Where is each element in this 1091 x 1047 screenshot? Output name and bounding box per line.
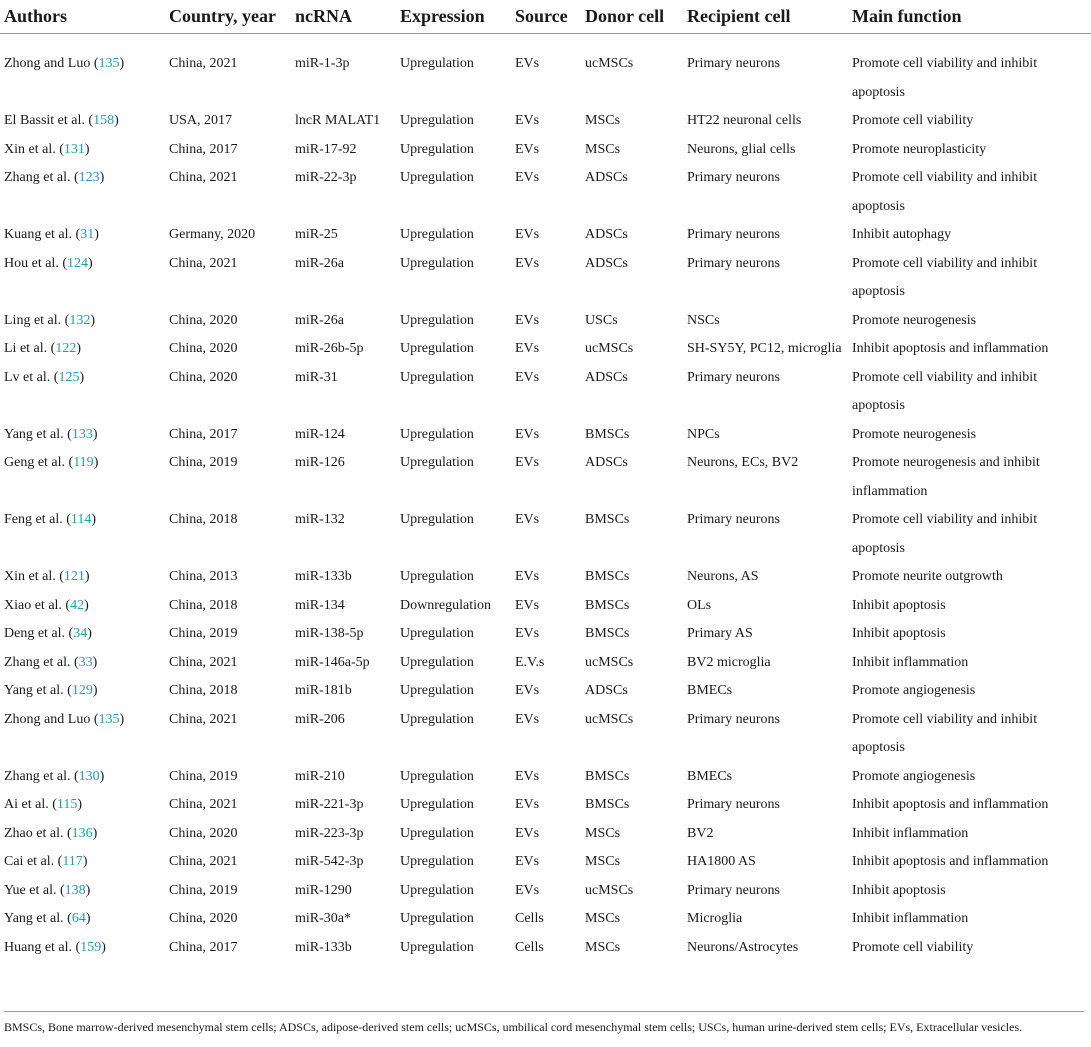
table-row <box>0 848 1091 877</box>
cell-recipient-cell: OLs <box>687 597 712 613</box>
cell-donor-cell: MSCs <box>585 141 621 157</box>
cell-donor-cell: BMSCs <box>585 597 630 613</box>
cell-source: Cells <box>515 939 544 955</box>
table-row <box>0 136 1091 165</box>
cell-ncrna: miR-223-3p <box>295 825 364 841</box>
header-source: Source <box>511 0 581 34</box>
cell-country-year: China, 2013 <box>169 569 238 584</box>
reference-link[interactable]: 122 <box>55 341 77 356</box>
cell-expression: Upregulation <box>400 170 474 185</box>
author-name: Xiao et al. <box>4 597 62 613</box>
cell-authors: Lv et al. (125) <box>4 369 85 385</box>
cell-source: EVs <box>515 255 540 271</box>
cell-main-function: Inhibit apoptosis and inflammation <box>852 854 1049 869</box>
cell-main-function: Promote neurogenesis <box>852 312 977 328</box>
table-row <box>0 905 1091 934</box>
cell-country-year: China, 2019 <box>169 768 238 784</box>
cell-main-function: Inhibit apoptosis <box>852 626 946 641</box>
cell-authors: Zhao et al. (136) <box>4 825 98 841</box>
cell-country-year: China, 2018 <box>169 683 238 698</box>
cell-recipient-cell: SH-SY5Y, PC12, microglia <box>687 341 842 356</box>
cell-expression: Upregulation <box>400 882 474 898</box>
cell-authors: Cai et al. (117) <box>4 854 88 869</box>
reference-link[interactable]: 133 <box>71 426 93 442</box>
cell-donor-cell: ucMSCs <box>585 654 634 670</box>
cell-recipient-cell: Primary AS <box>687 626 753 641</box>
cell-source: EVs <box>515 569 540 584</box>
author-name: Zhang et al. <box>4 768 71 784</box>
table-row <box>0 164 1091 221</box>
cell-source: EVs <box>515 455 540 470</box>
author-name: Lv et al. <box>4 369 51 385</box>
cell-country-year: China, 2020 <box>169 825 238 841</box>
cell-country-year: China, 2021 <box>169 797 238 812</box>
author-name: Zhong and Luo <box>4 711 91 727</box>
cell-source: EVs <box>515 626 540 641</box>
table-row <box>0 877 1091 906</box>
cell-country-year: China, 2017 <box>169 939 238 955</box>
cell-source: EVs <box>515 768 540 784</box>
cell-source: EVs <box>515 597 540 613</box>
cell-ncrna: miR-138-5p <box>295 626 364 641</box>
cell-ncrna: miR-25 <box>295 227 338 242</box>
cell-ncrna: miR-1290 <box>295 882 352 898</box>
cell-source: EVs <box>515 56 540 71</box>
cell-expression: Upregulation <box>400 939 474 955</box>
cell-main-function: Promote cell viability and inhibit apoptosis <box>852 512 1038 556</box>
author-name: Cai et al. <box>4 854 55 869</box>
cell-donor-cell: MSCs <box>585 113 621 128</box>
cell-source: E.V.s <box>515 654 545 670</box>
reference-link[interactable]: 42 <box>70 597 85 613</box>
cell-ncrna: miR-26b-5p <box>295 341 364 356</box>
cell-country-year: China, 2018 <box>169 597 238 613</box>
cell-country-year: China, 2021 <box>169 56 238 71</box>
cell-recipient-cell: Primary neurons <box>687 797 780 812</box>
author-name: Ai et al. <box>4 797 49 812</box>
cell-country-year: USA, 2017 <box>169 113 233 128</box>
cell-authors: Li et al. (122) <box>4 341 81 356</box>
cell-ncrna: miR-31 <box>295 369 338 385</box>
cell-authors: Yang et al. (129) <box>4 683 98 698</box>
cell-ncrna: lncR MALAT1 <box>295 113 381 128</box>
cell-country-year: China, 2021 <box>169 711 238 727</box>
header-donor-cell: Donor cell <box>581 0 683 34</box>
author-name: Feng et al. <box>4 512 63 527</box>
cell-authors: Hou et al. (124) <box>4 255 93 271</box>
cell-recipient-cell: Microglia <box>687 911 743 926</box>
cell-main-function: Promote cell viability and inhibit apoptosis <box>852 170 1038 214</box>
header-expression: Expression <box>396 0 511 34</box>
reference-link[interactable]: 159 <box>80 939 102 955</box>
cell-main-function: Promote neurogenesis <box>852 426 977 442</box>
cell-authors: Ai et al. (115) <box>4 797 83 812</box>
cell-recipient-cell: BMECs <box>687 768 733 784</box>
author-name: Deng et al. <box>4 626 66 641</box>
cell-expression: Upregulation <box>400 113 474 128</box>
cell-donor-cell: ucMSCs <box>585 882 634 898</box>
reference-link[interactable]: 124 <box>67 255 88 271</box>
cell-ncrna: miR-134 <box>295 597 345 613</box>
author-name: Geng et al. <box>4 455 66 470</box>
cell-country-year: China, 2018 <box>169 512 238 527</box>
author-name: Yue et al. <box>4 882 57 898</box>
cell-country-year: China, 2017 <box>169 141 238 157</box>
cell-source: EVs <box>515 882 540 898</box>
cell-expression: Upregulation <box>400 911 474 926</box>
cell-source: EVs <box>515 825 540 841</box>
author-name: Xin et al. <box>4 141 56 157</box>
cell-source: EVs <box>515 369 540 385</box>
reference-link[interactable]: 130 <box>78 768 100 784</box>
cell-source: EVs <box>515 341 540 356</box>
cell-main-function: Promote angiogenesis <box>852 683 976 698</box>
cell-recipient-cell: NSCs <box>687 312 720 328</box>
author-name: Hou et al. <box>4 255 59 271</box>
cell-authors: Xin et al. (121) <box>4 569 90 584</box>
cell-ncrna: miR-210 <box>295 768 345 784</box>
cell-main-function: Promote cell viability and inhibit apoptosis <box>852 369 1038 413</box>
cell-recipient-cell: Primary neurons <box>687 170 780 185</box>
cell-donor-cell: MSCs <box>585 825 621 841</box>
reference-link[interactable]: 132 <box>69 312 91 328</box>
cell-source: EVs <box>515 683 540 698</box>
cell-donor-cell: ADSCs <box>585 255 628 271</box>
cell-ncrna: miR-146a-5p <box>295 654 370 670</box>
table-row <box>0 107 1091 136</box>
cell-donor-cell: ucMSCs <box>585 341 634 356</box>
cell-ncrna: miR-17-92 <box>295 141 357 157</box>
table-row <box>0 506 1091 563</box>
cell-main-function: Promote cell viability and inhibit apoptosis <box>852 255 1038 299</box>
reference-link[interactable]: 119 <box>73 455 94 470</box>
table-row <box>0 221 1091 250</box>
cell-country-year: Germany, 2020 <box>169 227 256 242</box>
cell-ncrna: miR-133b <box>295 569 352 584</box>
reference-link[interactable]: 138 <box>64 882 86 898</box>
author-name: Huang et al. <box>4 939 73 955</box>
cell-main-function: Promote cell viability <box>852 113 974 128</box>
cell-source: EVs <box>515 113 540 128</box>
header-main-function: Main function <box>848 0 1091 34</box>
reference-link[interactable]: 135 <box>98 711 120 727</box>
cell-main-function: Inhibit apoptosis <box>852 882 946 898</box>
cell-expression: Upregulation <box>400 512 474 527</box>
header-authors: Authors <box>0 0 165 34</box>
cell-donor-cell: BMSCs <box>585 426 630 442</box>
cell-donor-cell: USCs <box>585 312 618 328</box>
cell-source: Cells <box>515 911 544 926</box>
cell-expression: Upregulation <box>400 797 474 812</box>
cell-authors: Zhang et al. (130) <box>4 768 105 784</box>
author-name: El Bassit et al. <box>4 113 85 128</box>
header-ncrna: ncRNA <box>291 0 396 34</box>
cell-donor-cell: ADSCs <box>585 170 628 185</box>
cell-authors: Xin et al. (131) <box>4 141 90 157</box>
cell-expression: Upregulation <box>400 227 474 242</box>
cell-source: EVs <box>515 512 540 527</box>
cell-recipient-cell: Primary neurons <box>687 882 780 898</box>
cell-main-function: Promote angiogenesis <box>852 768 976 784</box>
cell-ncrna: miR-542-3p <box>295 854 364 869</box>
header-country-year: Country, year <box>165 0 291 34</box>
author-name: Zhang et al. <box>4 170 71 185</box>
reference-link[interactable]: 34 <box>73 626 88 641</box>
reference-link[interactable]: 115 <box>56 797 78 812</box>
author-name: Li et al. <box>4 341 48 356</box>
reference-link[interactable]: 158 <box>93 113 115 128</box>
cell-source: EVs <box>515 797 540 812</box>
cell-authors: El Bassit et al. (158) <box>4 113 119 128</box>
cell-ncrna: miR-1-3p <box>295 56 350 71</box>
cell-donor-cell: BMSCs <box>585 768 630 784</box>
cell-expression: Downregulation <box>400 597 491 613</box>
cell-recipient-cell: Neurons, glial cells <box>687 141 796 157</box>
cell-ncrna: miR-30a* <box>295 911 351 926</box>
author-name: Ling et al. <box>4 312 62 328</box>
cell-main-function: Inhibit autophagy <box>852 227 952 242</box>
cell-donor-cell: BMSCs <box>585 512 630 527</box>
cell-donor-cell: BMSCs <box>585 569 630 584</box>
cell-country-year: China, 2021 <box>169 854 238 869</box>
cell-main-function: Inhibit inflammation <box>852 654 969 670</box>
table-row <box>0 592 1091 621</box>
reference-link[interactable]: 33 <box>78 654 93 670</box>
cell-country-year: China, 2021 <box>169 654 238 670</box>
cell-expression: Upregulation <box>400 455 474 470</box>
cell-expression: Upregulation <box>400 341 474 356</box>
reference-link[interactable]: 31 <box>80 227 95 242</box>
cell-recipient-cell: BV2 <box>687 825 714 841</box>
cell-main-function: Inhibit apoptosis <box>852 597 946 613</box>
table-row <box>0 34 1091 108</box>
table-row <box>0 677 1091 706</box>
cell-recipient-cell: Primary neurons <box>687 512 780 527</box>
table-row <box>0 563 1091 592</box>
author-name: Yang et al. <box>4 426 64 442</box>
cell-main-function: Promote cell viability and inhibit apoptosis <box>852 56 1038 100</box>
author-name: Zhang et al. <box>4 654 71 670</box>
cell-expression: Upregulation <box>400 56 474 71</box>
cell-expression: Upregulation <box>400 426 474 442</box>
header-row <box>0 0 1091 34</box>
cell-recipient-cell: Neurons/Astrocytes <box>687 939 799 955</box>
author-name: Yang et al. <box>4 911 64 926</box>
cell-expression: Upregulation <box>400 711 474 727</box>
cell-country-year: China, 2020 <box>169 911 238 926</box>
reference-link[interactable]: 129 <box>71 683 93 698</box>
header-recipient-cell: Recipient cell <box>683 0 848 34</box>
cell-ncrna: miR-26a <box>295 255 344 271</box>
table-row <box>0 763 1091 792</box>
cell-authors: Yang et al. (64) <box>4 911 91 926</box>
cell-authors: Kuang et al. (31) <box>4 227 99 242</box>
cell-country-year: China, 2020 <box>169 369 238 385</box>
cell-main-function: Promote cell viability and inhibit apoptosis <box>852 711 1038 755</box>
cell-donor-cell: ucMSCs <box>585 56 634 71</box>
cell-authors: Zhang et al. (33) <box>4 654 98 670</box>
cell-main-function: Inhibit inflammation <box>852 825 969 841</box>
cell-recipient-cell: Neurons, AS <box>687 569 759 584</box>
cell-ncrna: miR-126 <box>295 455 345 470</box>
cell-source: EVs <box>515 711 540 727</box>
table-row <box>0 449 1091 506</box>
cell-country-year: China, 2019 <box>169 455 238 470</box>
reference-link[interactable]: 135 <box>98 56 120 71</box>
cell-authors: Yang et al. (133) <box>4 426 98 442</box>
cell-authors: Huang et al. (159) <box>4 939 106 955</box>
cell-authors: Yue et al. (138) <box>4 882 91 898</box>
cell-expression: Upregulation <box>400 683 474 698</box>
cell-authors: Zhang et al. (123) <box>4 170 105 185</box>
reference-link[interactable]: 114 <box>70 512 92 527</box>
table-row <box>0 335 1091 364</box>
reference-link[interactable]: 64 <box>71 911 86 926</box>
cell-main-function: Inhibit inflammation <box>852 911 969 926</box>
cell-recipient-cell: Neurons, ECs, BV2 <box>687 455 799 470</box>
cell-donor-cell: MSCs <box>585 911 621 926</box>
cell-main-function: Promote neurogenesis and inhibit inflammation <box>852 455 1040 499</box>
cell-recipient-cell: NPCs <box>687 426 720 442</box>
author-name: Yang et al. <box>4 683 64 698</box>
cell-donor-cell: MSCs <box>585 939 621 955</box>
cell-main-function: Promote neurite outgrowth <box>852 569 1003 584</box>
cell-expression: Upregulation <box>400 825 474 841</box>
cell-ncrna: miR-26a <box>295 312 344 328</box>
cell-authors: Zhong and Luo (135) <box>4 56 125 71</box>
cell-source: EVs <box>515 227 540 242</box>
table-header <box>0 0 1091 34</box>
cell-recipient-cell: BMECs <box>687 683 733 698</box>
table-row <box>0 250 1091 307</box>
cell-country-year: China, 2021 <box>169 170 238 185</box>
cell-source: EVs <box>515 141 540 157</box>
cell-donor-cell: MSCs <box>585 854 621 869</box>
cell-recipient-cell: Primary neurons <box>687 56 780 71</box>
cell-donor-cell: ADSCs <box>585 455 628 470</box>
cell-country-year: China, 2021 <box>169 255 238 271</box>
cell-source: EVs <box>515 854 540 869</box>
cell-donor-cell: ucMSCs <box>585 711 634 727</box>
cell-source: EVs <box>515 170 540 185</box>
cell-ncrna: miR-124 <box>295 426 345 442</box>
table-footnote: BMSCs, Bone marrow-derived mesenchymal stem cells; ADSCs, adipose-derived stem cells; ucMSCs, umbilical cord mesenchymal stem cells; USCs, human urine-derived stem cells; EVs, Extracellular vesicles. <box>4 1011 1084 1036</box>
cell-expression: Upregulation <box>400 768 474 784</box>
cell-recipient-cell: HA1800 AS <box>687 854 756 869</box>
cell-recipient-cell: Primary neurons <box>687 255 780 271</box>
cell-expression: Upregulation <box>400 312 474 328</box>
cell-recipient-cell: Primary neurons <box>687 227 780 242</box>
cell-donor-cell: ADSCs <box>585 683 628 698</box>
table-row <box>0 649 1091 678</box>
cell-main-function: Inhibit apoptosis and inflammation <box>852 797 1049 812</box>
cell-donor-cell: ADSCs <box>585 227 628 242</box>
cell-authors: Deng et al. (34) <box>4 626 92 641</box>
author-name: Zhong and Luo <box>4 56 91 71</box>
cell-expression: Upregulation <box>400 141 474 157</box>
cell-expression: Upregulation <box>400 255 474 271</box>
cell-donor-cell: BMSCs <box>585 797 630 812</box>
reference-link[interactable]: 125 <box>58 369 80 385</box>
table-row <box>0 934 1091 973</box>
cell-source: EVs <box>515 426 540 442</box>
cell-main-function: Promote cell viability <box>852 939 974 955</box>
cell-authors: Geng et al. (119) <box>4 455 99 470</box>
cell-country-year: China, 2019 <box>169 626 238 641</box>
reference-link[interactable]: 136 <box>71 825 93 841</box>
cell-expression: Upregulation <box>400 654 474 670</box>
cell-recipient-cell: BV2 microglia <box>687 654 771 670</box>
cell-ncrna: miR-133b <box>295 939 352 955</box>
cell-country-year: China, 2020 <box>169 312 238 328</box>
cell-ncrna: miR-132 <box>295 512 345 527</box>
cell-main-function: Promote neuroplasticity <box>852 141 987 157</box>
reference-link[interactable]: 123 <box>78 170 100 185</box>
cell-ncrna: miR-206 <box>295 711 345 727</box>
cell-recipient-cell: Primary neurons <box>687 369 780 385</box>
cell-country-year: China, 2019 <box>169 882 238 898</box>
author-name: Xin et al. <box>4 569 56 584</box>
reference-link[interactable]: 131 <box>63 141 85 157</box>
cell-authors: Feng et al. (114) <box>4 512 97 527</box>
table-row <box>0 364 1091 421</box>
table-row <box>0 820 1091 849</box>
table-body <box>0 34 1091 973</box>
cell-authors: Zhong and Luo (135) <box>4 711 125 727</box>
cell-expression: Upregulation <box>400 626 474 641</box>
cell-ncrna: miR-181b <box>295 683 352 698</box>
cell-country-year: China, 2017 <box>169 426 238 442</box>
cell-donor-cell: BMSCs <box>585 626 630 641</box>
cell-country-year: China, 2020 <box>169 341 238 356</box>
cell-expression: Upregulation <box>400 569 474 584</box>
cell-main-function: Inhibit apoptosis and inflammation <box>852 341 1049 356</box>
table-row <box>0 706 1091 763</box>
cell-authors: Xiao et al. (42) <box>4 597 89 613</box>
cell-ncrna: miR-221-3p <box>295 797 364 812</box>
cell-recipient-cell: Primary neurons <box>687 711 780 727</box>
cell-expression: Upregulation <box>400 854 474 869</box>
table-row <box>0 791 1091 820</box>
table-row <box>0 620 1091 649</box>
author-name: Kuang et al. <box>4 227 73 242</box>
cell-recipient-cell: HT22 neuronal cells <box>687 113 802 128</box>
cell-expression: Upregulation <box>400 369 474 385</box>
reference-link[interactable]: 121 <box>63 569 85 584</box>
author-name: Zhao et al. <box>4 825 64 841</box>
table-row <box>0 307 1091 336</box>
cell-ncrna: miR-22-3p <box>295 170 357 185</box>
reference-link[interactable]: 117 <box>62 854 83 869</box>
cell-authors: Ling et al. (132) <box>4 312 95 328</box>
cell-source: EVs <box>515 312 540 328</box>
table-row <box>0 421 1091 450</box>
cell-donor-cell: ADSCs <box>585 369 628 385</box>
